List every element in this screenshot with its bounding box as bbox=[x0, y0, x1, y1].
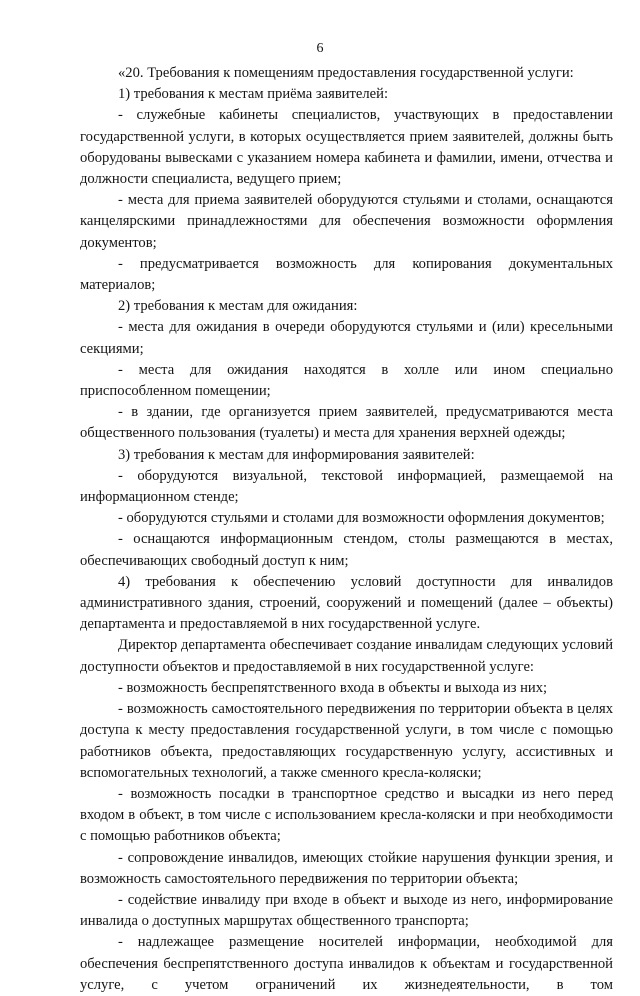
paragraph: - служебные кабинеты специалистов, участвующих в предоставлении государственной услуги, в которых осуществляется прием заявителей, должны быть оборудованы вывесками с указанием номера кабинета и фамилии, имени, отчества и должности специалиста, ведущего прием; bbox=[80, 107, 613, 188]
paragraph: - оснащаются информационным стендом, столы размещаются в местах, обеспечивающих свободный доступ к ним; bbox=[80, 531, 613, 569]
paragraph: - места для ожидания в очереди оборудуются стульями и (или) кресельными секциями; bbox=[80, 319, 613, 357]
paragraph: - предусматривается возможность для копирования документальных материалов; bbox=[80, 255, 613, 294]
paragraph: 2) требования к местам для ожидания: bbox=[118, 298, 358, 315]
paragraph: «20. Требования к помещениям предоставления государственной услуги: bbox=[118, 65, 574, 81]
page-number: 6 bbox=[316, 41, 324, 56]
paragraph: - в здании, где организуется прием заявителей, предусматриваются места общественного пользования (туалеты) и места для хранения верхней одежды; bbox=[80, 404, 613, 442]
paragraph: - возможность беспрепятственного входа в объекты и выхода из них; bbox=[118, 679, 548, 696]
paragraph: - содействие инвалиду при входе в объект и выходе из него, информирование инвалида о доступных маршрутах общественного транспорта; bbox=[80, 891, 613, 930]
paragraph: - возможность посадки в транспортное средство и высадки из него перед входом в объект, в том числе с использованием кресла-коляски и при необходимости с помощью работников объекта; bbox=[80, 785, 613, 845]
paragraph: 1) требования к местам приёма заявителей: bbox=[118, 86, 389, 103]
paragraph: - оборудуются визуальной, текстовой информацией, размещаемой на информационном стенде; bbox=[80, 467, 613, 506]
paragraph: 4) требования к обеспечению условий доступности для инвалидов административного здания, строений, сооружений и помещений (далее – объекты) департамента и предоставляемой в них государственной услуге. bbox=[80, 573, 613, 633]
paragraph: - возможность самостоятельного передвижения по территории объекта в целях доступа к месту предоставления государственной услуги, в том числе с помощью работников объекта, предоставляющих государственную услугу, ассистивных и вспомогательных технологий, а также сменного кресла-коляски; bbox=[80, 701, 613, 781]
paragraph: Директор департамента обеспечивает создание инвалидам следующих условий доступности объектов и предоставляемой в них государственной услуге: bbox=[80, 637, 613, 675]
paragraph: - оборудуются стульями и столами для возможности оформления документов; bbox=[118, 510, 605, 527]
document-body bbox=[80, 63, 613, 996]
paragraph: - места для приема заявителей оборудуются стульями и столами, оснащаются канцелярскими принадлежностями для обеспечения возможности оформления документов; bbox=[80, 192, 613, 251]
paragraph: - надлежащее размещение носителей информации, необходимой для обеспечения беспрепятственного доступа инвалидов к объектам и государственной услуге, с учетом ограничений их жизнедеятельности, в том bbox=[80, 934, 613, 993]
paragraph: 3) требования к местам для информирования заявителей: bbox=[118, 446, 475, 463]
paragraph: - места для ожидания находятся в холле или ином специально приспособленном помещении; bbox=[80, 361, 613, 400]
paragraph: - сопровождение инвалидов, имеющих стойкие нарушения функции зрения, и возможность самостоятельного передвижения по территории объекта; bbox=[80, 849, 613, 887]
